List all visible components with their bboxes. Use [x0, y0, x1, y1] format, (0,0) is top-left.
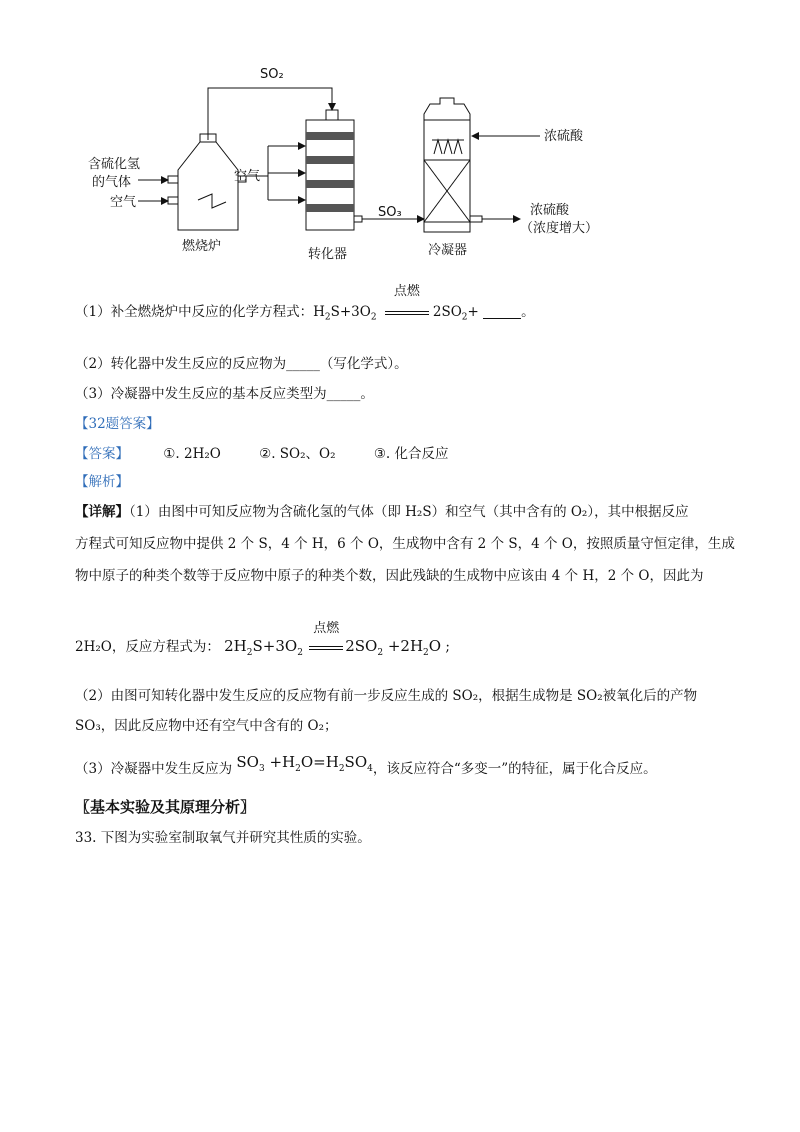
detail-p1-l1: 【详解】（1）由图中可知反应物为含硫化氢的气体（即 H₂S）和空气（其中含有的 O₂），其中根据反应: [75, 504, 689, 520]
detail-p1-l2: 方程式可知反应物中提供 2 个 S，4 个 H，6 个 O，生成物中含有 2 个 S，4 个 O，按照质量守恒定律，生成: [75, 536, 735, 552]
blank-1[interactable]: [483, 306, 521, 319]
label-so3: SO₃: [378, 205, 402, 220]
question-33: 33. 下图为实验室制取氧气并研究其性质的实验。: [75, 830, 371, 846]
furnace: [178, 134, 238, 230]
condenser: [424, 98, 482, 232]
label-so2-top: SO₂: [260, 67, 284, 82]
question-1: （1）补全燃烧炉中反应的化学方程式：$H_2S+3O_2$ 点燃 $2SO_2+$ 。: [75, 284, 535, 323]
label-acid-out2: （浓度增大）: [520, 221, 599, 236]
condition-arrow-2: 点燃: [309, 637, 343, 657]
label-acid-out: 浓硫酸: [530, 203, 570, 218]
label-air2: 空气: [234, 169, 261, 184]
label-condenser: 冷凝器: [428, 243, 468, 258]
answer-1: ①. 2H₂O: [163, 446, 221, 462]
question-2: （2）转化器中发生反应的反应物为_____（写化学式）。: [75, 356, 408, 372]
condition-arrow: 点燃: [385, 302, 429, 322]
process-diagram: [60, 58, 620, 273]
detail-p1-l3: 物中原子的种类个数等于反应物中原子的种类个数，因此残缺的生成物中应该由 4 个 H，2 个 O，因此为: [75, 568, 704, 584]
section-title: 〖基本实验及其原理分析〗: [75, 798, 256, 816]
detail-p2-l1: （2）由图可知转化器中发生反应的反应物有前一步反应生成的 SO₂，根据生成物是 SO₂被氧化后的产物: [75, 688, 698, 704]
detail-p1-l4: 2H₂O，反应方程式为： $2H_2S+3O_2$ 点燃 $2SO_2 +2H_2O$ ;: [75, 621, 450, 658]
detail-p2-l2: SO₃，因此反应物中还有空气中含有的 O₂；: [75, 718, 338, 734]
label-gas-in2: 的气体: [92, 175, 132, 190]
answer-2: ②. SO₂、O₂: [259, 446, 336, 462]
label-acid-in: 浓硫酸: [544, 129, 584, 144]
label-gas-in: 含硫化氢: [88, 157, 141, 172]
analysis-label: 【解析】: [75, 474, 129, 490]
converter: [306, 110, 362, 230]
label-air1: 空气: [110, 195, 137, 210]
detail-p3: （3）冷凝器中发生反应为 $SO_3 +H_2O=H_2SO_4$，该反应符合“多变一”的特征，属于化合反应。: [75, 753, 657, 777]
answer-3: ③. 化合反应: [373, 446, 449, 462]
label-furnace: 燃烧炉: [182, 239, 222, 254]
answer-row: 【答案】 ①. 2H₂O ②. SO₂、O₂ ③. 化合反应: [75, 446, 449, 462]
question-3: （3）冷凝器中发生反应的基本反应类型为_____。: [75, 386, 374, 402]
answer-header: 【32题答案】: [75, 416, 160, 432]
label-converter: 转化器: [308, 247, 348, 262]
